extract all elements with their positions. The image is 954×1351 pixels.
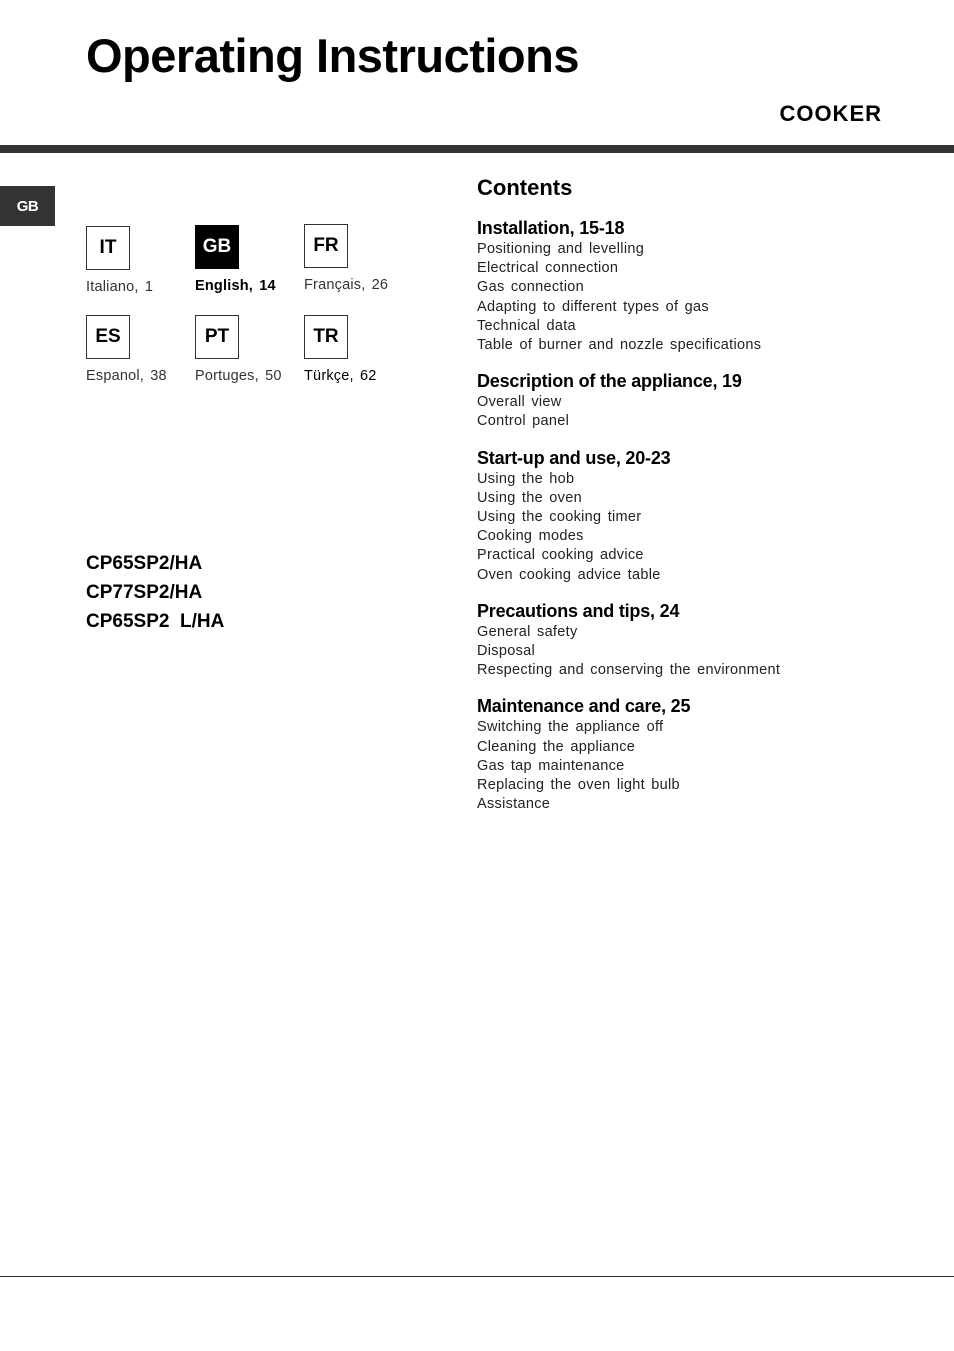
toc-item[interactable]: Positioning and levelling bbox=[477, 241, 645, 257]
toc-item[interactable]: Practical cooking advice bbox=[477, 547, 644, 564]
toc-item[interactable]: Disposal bbox=[477, 643, 536, 660]
toc-item[interactable]: Cooking modes bbox=[477, 528, 584, 545]
language-code-box: ES bbox=[86, 315, 130, 359]
model-number: CP65SP2 L/HA bbox=[86, 611, 225, 632]
side-language-tab: GB bbox=[0, 186, 55, 226]
toc-item[interactable]: Table of burner and nozzle specifications bbox=[477, 337, 762, 354]
language-label: Türkçe, 62 bbox=[304, 368, 377, 384]
language-pt[interactable] bbox=[195, 315, 305, 384]
language-label: Espanol, 38 bbox=[86, 368, 167, 384]
toc-item[interactable]: Gas connection bbox=[477, 279, 584, 296]
toc-section-startup bbox=[477, 447, 917, 585]
contents-title: Contents bbox=[477, 175, 573, 200]
model-number: CP65SP2/HA bbox=[86, 553, 203, 574]
footer-divider bbox=[0, 1276, 954, 1277]
toc-section-title[interactable]: Installation, 15-18 bbox=[477, 218, 625, 238]
toc-item[interactable]: Switching the appliance off bbox=[477, 719, 664, 736]
toc-item[interactable]: Adapting to different types of gas bbox=[477, 298, 709, 315]
toc-item[interactable]: General safety bbox=[477, 623, 578, 640]
product-type: COOKER bbox=[779, 101, 882, 126]
language-fr[interactable] bbox=[304, 224, 414, 293]
page-title: Operating Instructions bbox=[86, 29, 579, 82]
toc-item[interactable]: Oven cooking advice table bbox=[477, 566, 661, 583]
model-number: CP77SP2/HA bbox=[86, 582, 203, 603]
toc-item[interactable]: Technical data bbox=[477, 317, 576, 334]
language-label: Italiano, 1 bbox=[86, 279, 154, 295]
language-code-box: TR bbox=[304, 315, 348, 359]
language-es[interactable] bbox=[86, 315, 196, 384]
toc-section-maintenance bbox=[477, 695, 917, 814]
language-code-box-active: GB bbox=[195, 225, 239, 269]
toc-section-precautions bbox=[477, 600, 917, 681]
toc-item[interactable]: Overall view bbox=[477, 394, 562, 411]
toc-section-title[interactable]: Start-up and use, 20-23 bbox=[477, 447, 671, 468]
language-tr[interactable] bbox=[304, 315, 414, 384]
language-code-box: IT bbox=[86, 226, 130, 270]
language-code-box: FR bbox=[304, 224, 348, 268]
toc-item[interactable]: Replacing the oven light bulb bbox=[477, 777, 680, 794]
table-of-contents bbox=[477, 175, 917, 829]
toc-section-title[interactable]: Description of the appliance, 19 bbox=[477, 371, 742, 392]
toc-section-description bbox=[477, 370, 917, 431]
language-gb[interactable] bbox=[195, 225, 305, 294]
toc-item[interactable]: Respecting and conserving the environment bbox=[477, 662, 781, 679]
toc-item[interactable]: Using the hob bbox=[477, 470, 575, 487]
language-code-box: PT bbox=[195, 315, 239, 359]
toc-section-installation bbox=[477, 217, 917, 355]
toc-item[interactable]: Cleaning the appliance bbox=[477, 738, 636, 755]
toc-item[interactable]: Assistance bbox=[477, 796, 551, 813]
model-list bbox=[86, 549, 224, 636]
toc-item[interactable]: Using the oven bbox=[477, 489, 582, 506]
toc-item[interactable]: Using the cooking timer bbox=[477, 509, 642, 526]
toc-section-title[interactable]: Maintenance and care, 25 bbox=[477, 696, 691, 717]
language-it[interactable] bbox=[86, 226, 196, 295]
toc-item[interactable]: Electrical connection bbox=[477, 260, 619, 277]
header-divider bbox=[0, 145, 954, 153]
language-label: English, 14 bbox=[195, 278, 276, 294]
toc-section-title[interactable]: Precautions and tips, 24 bbox=[477, 600, 680, 621]
language-label: Portuges, 50 bbox=[195, 368, 282, 384]
toc-item[interactable]: Control panel bbox=[477, 413, 570, 430]
toc-item[interactable]: Gas tap maintenance bbox=[477, 757, 625, 774]
language-label: Français, 26 bbox=[304, 277, 389, 293]
